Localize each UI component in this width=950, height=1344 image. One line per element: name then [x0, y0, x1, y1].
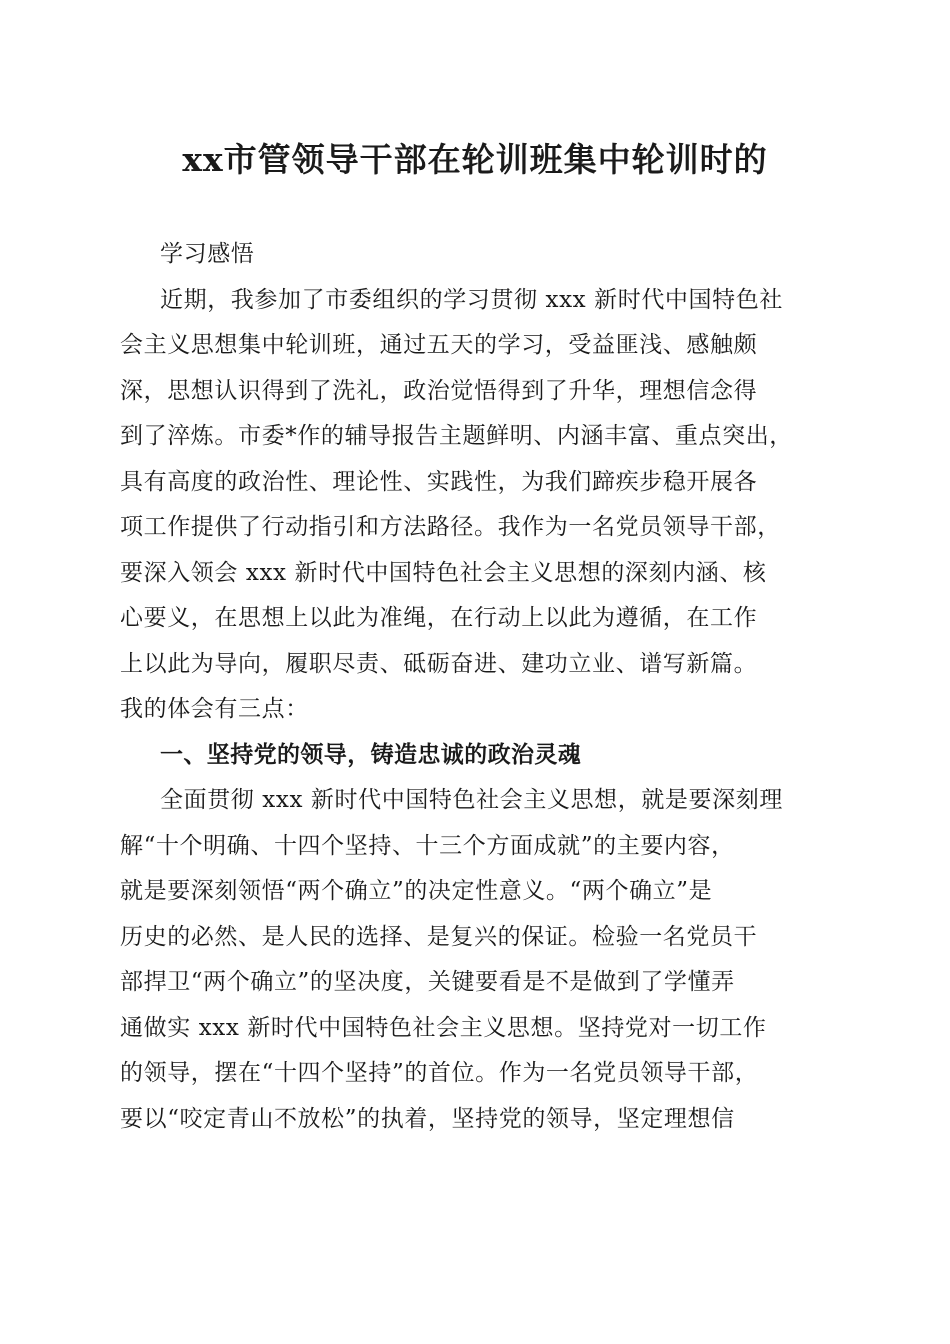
text-line: 具有高度的政治性、理论性、实践性，为我们蹄疾步稳开展各: [120, 468, 758, 495]
text-line: 近期，我参加了市委组织的学习贯彻 xxx 新时代中国特色社: [160, 286, 783, 313]
text-line: 要以“咬定青山不放松”的执着，坚持党的领导，坚定理想信: [120, 1105, 735, 1132]
text-line: 会主义思想集中轮训班，通过五天的学习，受益匪浅、感触颇: [120, 332, 758, 358]
text-line: 历史的必然、是人民的选择、是复兴的保证。检验一名党员干: [120, 923, 758, 950]
text-line: 心要义，在思想上以此为准绳，在行动上以此为遵循，在工作: [120, 605, 758, 631]
text-line: 上以此为导向，履职尽责、砥砺奋进、建功立业、谱写新篇。: [120, 650, 758, 677]
text-line: 到了淬炼。市委*作的辅导报告主题鲜明、内涵丰富、重点突出，: [120, 423, 793, 449]
text-line: 深，思想认识得到了洗礼，政治觉悟得到了升华，理想信念得: [120, 377, 758, 404]
text-line: 要深入领会 xxx 新时代中国特色社会主义思想的深刻内涵、核: [120, 559, 767, 586]
text-line: 就是要深刻领悟“两个确立”的决定性意义。“两个确立”是: [120, 878, 713, 904]
text-line: 全面贯彻 xxx 新时代中国特色社会主义思想，就是要深刻理: [160, 787, 783, 813]
text-line: 解“十个明确、十四个坚持、十三个方面成就”的主要内容，: [120, 832, 735, 859]
section-heading: 一、坚持党的领导，铸造忠诚的政治灵魂: [160, 741, 582, 768]
document-body: [120, 232, 832, 1142]
text-line: 我的体会有三点：: [120, 696, 309, 722]
document-title: xx市管领导干部在轮训班集中轮训时的: [182, 140, 768, 179]
text-line: 学习感悟: [160, 241, 255, 267]
text-line: 的领导，摆在“十四个坚持”的首位。作为一名党员领导干部，: [120, 1060, 759, 1086]
text-line: 项工作提供了行动指引和方法路径。我作为一名党员领导干部，: [120, 514, 781, 540]
text-line: 部捍卫“两个确立”的坚决度，关键要看是不是做到了学懂弄: [120, 969, 735, 995]
text-line: 通做实 xxx 新时代中国特色社会主义思想。坚持党对一切工作: [120, 1014, 767, 1041]
